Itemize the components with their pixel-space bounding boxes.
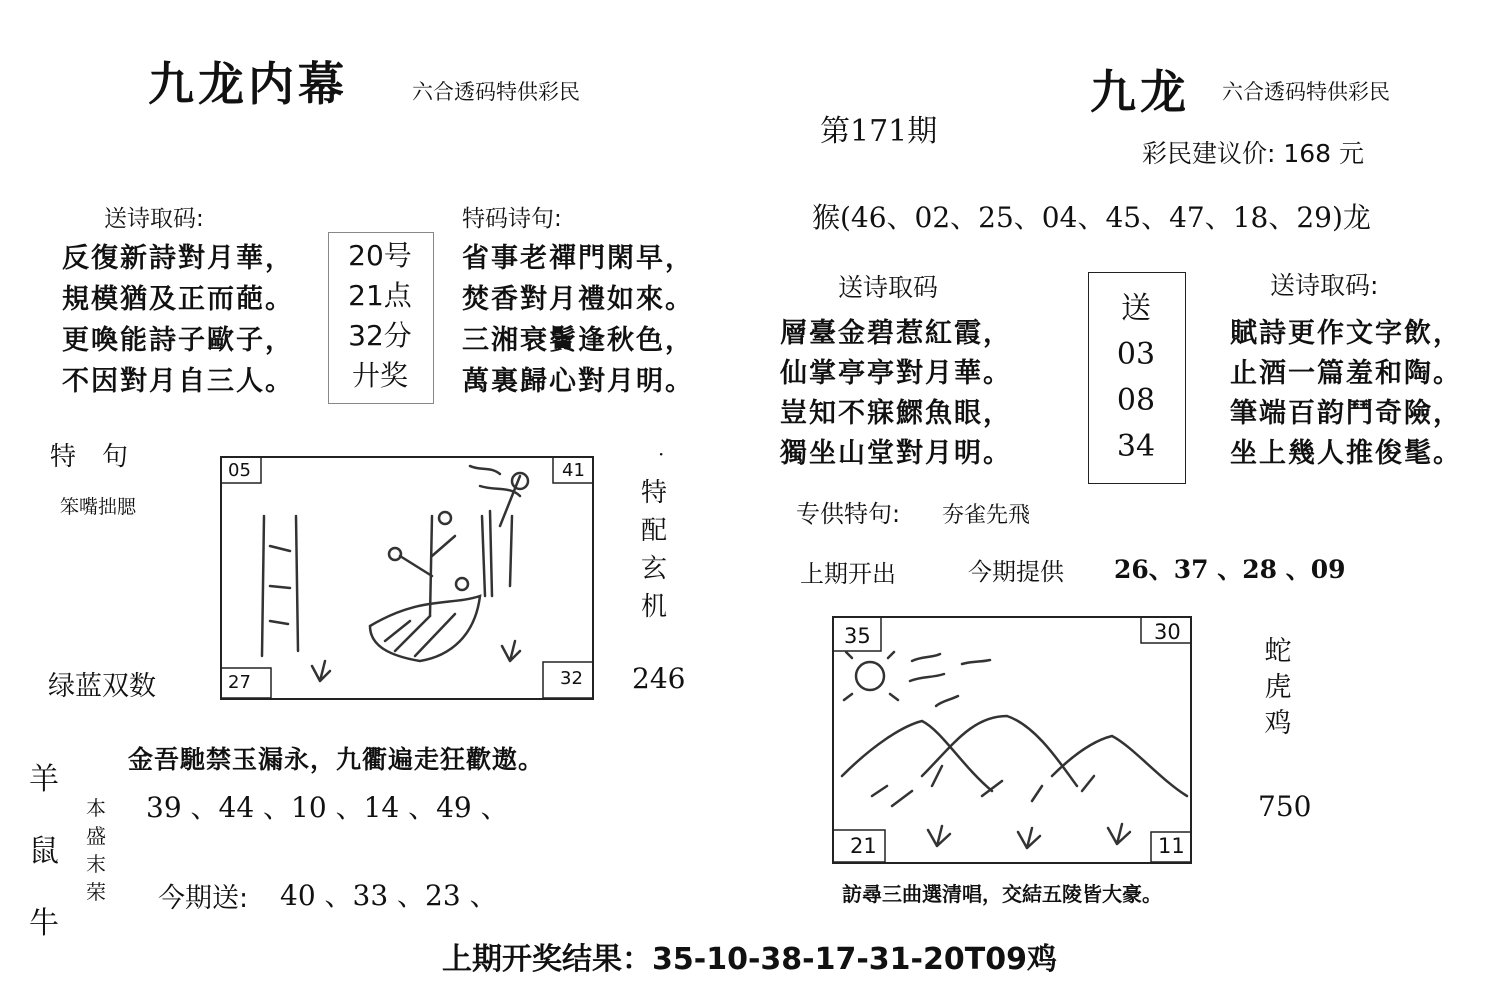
vchar: 牛: [29, 906, 59, 941]
left-poem1-heading: 送诗取码:: [104, 206, 204, 232]
poem-line: 更喚能詩子歐子，: [62, 325, 294, 356]
right-side-vertical: [1262, 634, 1294, 742]
poem-line: 豈知不寐鰥魚眼，: [780, 398, 1012, 429]
poem-line: 賦詩更作文字飲，: [1230, 318, 1462, 349]
vchar: 蛇: [1264, 636, 1292, 667]
right-corner-bl: 21: [850, 834, 877, 858]
price-label: 彩民建议价: 168 元: [1142, 139, 1365, 168]
vchar: 鸡: [1264, 708, 1292, 739]
today-label: 今期送:: [158, 883, 249, 914]
left-subtitle: 六合透码特供彩民: [412, 80, 580, 104]
left-animals-vertical: [28, 744, 60, 960]
right-corner-tl: 35: [844, 624, 871, 648]
box-line: 32分: [348, 319, 412, 352]
poem-line: 反復新詩對月華，: [62, 243, 294, 274]
monkey-numbers-line: 猴(46、02、25、04、45、47、18、29)龙: [812, 201, 1371, 234]
last-draw-result: 上期开奖结果：35-10-38-17-31-20T09鸡: [442, 942, 1057, 977]
dot-mark: ·: [658, 442, 665, 466]
vchar: 羊: [29, 762, 59, 797]
today-numbers: 40 、33 、23 、: [280, 879, 498, 912]
left-poem2: [462, 238, 694, 402]
right-poem2: [1230, 314, 1462, 474]
left-corner-tl: 05: [228, 460, 251, 481]
box-line: 送: [1121, 291, 1151, 326]
poem-line: 三湘衰鬢逢秋色，: [462, 325, 694, 356]
box-line: 08: [1116, 383, 1156, 418]
right-poem2-heading: 送诗取码:: [1270, 271, 1379, 300]
left-illustration: [220, 456, 594, 700]
box-line: 21点: [348, 279, 412, 312]
right-poem1: [780, 314, 1012, 474]
left-verse: 金吾馳禁玉漏永，九衢遍走狂歡遨。: [128, 745, 545, 774]
left-corner-tr: 41: [562, 460, 585, 481]
vchar: 鼠: [29, 834, 59, 869]
poem-line: 規模猶及正而葩。: [62, 284, 294, 315]
vchar: 配: [640, 516, 667, 546]
vchar: 虎: [1264, 672, 1292, 703]
poem-line: 不因對月自三人。: [62, 366, 294, 397]
right-title: 九龙: [1090, 65, 1190, 119]
right-special-label: 专供特句:: [796, 500, 901, 528]
vchar: 机: [640, 592, 667, 622]
poem-line: 仙掌亭亭對月華。: [780, 358, 1012, 389]
poem-line: 焚香對月禮如來。: [462, 284, 694, 315]
left-small-vertical: [82, 794, 110, 906]
poem-line: 坐上幾人推俊髦。: [1230, 438, 1462, 469]
right-subtitle: 六合透码特供彩民: [1222, 80, 1390, 104]
right-corner-tr: 30: [1154, 620, 1181, 644]
left-center-box-text: [342, 236, 418, 396]
box-line: 廾奖: [351, 359, 408, 392]
vchar: 特: [640, 478, 667, 508]
vchar: 末: [86, 852, 106, 876]
left-side-vertical: [638, 474, 670, 626]
vchar: 盛: [86, 824, 106, 848]
vchar: 玄: [640, 554, 667, 584]
poem-line: 省事老禪門閑早，: [462, 243, 694, 274]
issue-number: 第171期: [820, 114, 938, 149]
right-side-number: 750: [1258, 790, 1312, 823]
right-verse: 訪尋三曲選清唱，交結五陵皆大豪。: [842, 882, 1162, 906]
left-corner-bl: 27: [228, 672, 251, 693]
right-center-box-text: [1096, 286, 1176, 470]
left-special-label: 特 句: [50, 442, 129, 472]
right-special-text: 夯雀先飛: [942, 503, 1031, 528]
left-special-text: 笨嘴拙腮: [60, 496, 137, 518]
right-illustration: [832, 616, 1192, 864]
right-poem1-heading: 送诗取码: [838, 273, 939, 302]
box-line: 34: [1116, 429, 1156, 464]
left-poem2-heading: 特码诗句:: [462, 206, 562, 232]
box-line: 20号: [348, 239, 412, 272]
box-line: 03: [1116, 337, 1156, 372]
vchar: 本: [86, 796, 106, 820]
left-corner-br: 32: [560, 668, 583, 689]
vchar: 荣: [86, 880, 106, 904]
poem-line: 筆端百韵鬥奇險，: [1230, 398, 1462, 429]
left-side-number: 246: [632, 662, 686, 695]
last-issue-label: 上期开出: [800, 560, 896, 588]
left-title: 九龙内幕: [148, 57, 348, 111]
poem-line: 層臺金碧惹紅霞，: [780, 318, 1012, 349]
left-poem1: [62, 238, 294, 402]
right-corner-br: 11: [1158, 834, 1185, 858]
provide-label: 今期提供: [968, 558, 1064, 586]
poem-line: 止酒一篇羞和陶。: [1230, 358, 1462, 389]
provide-numbers: 26、37 、28 、09: [1114, 555, 1346, 584]
poem-line: 萬裏歸心對月明。: [462, 366, 694, 397]
poem-line: 獨坐山堂對月明。: [780, 438, 1012, 469]
green-blue-label: 绿蓝双数: [48, 671, 156, 702]
left-numbers-line: 39 、44 、10 、14 、49 、: [146, 791, 509, 824]
